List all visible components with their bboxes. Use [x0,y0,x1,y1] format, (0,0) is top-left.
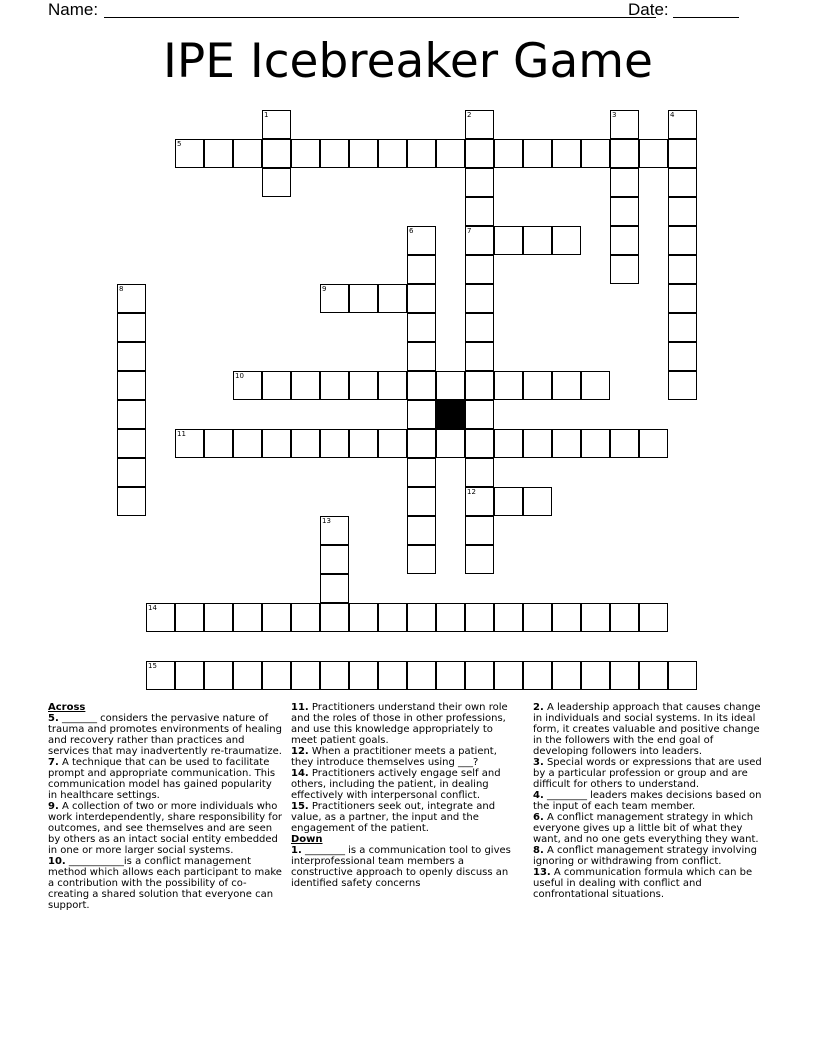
clue-across-12 [291,746,516,768]
grid-cell[interactable] [117,458,146,487]
grid-clue-number: 11 [177,430,186,438]
clues-column-2 [291,702,516,889]
grid-cell[interactable] [639,429,668,458]
grid-cell[interactable] [436,371,465,400]
grid-cell[interactable] [639,603,668,632]
grid-clue-number: 4 [670,111,675,119]
grid-cell[interactable] [204,661,233,690]
clue-text: ___________is a conflict management method which allows each participant to make a contribution with the possibility of co-creating a shared solution that everyone can support. [48,856,282,911]
grid-cell[interactable] [233,371,262,400]
grid-cell[interactable] [262,168,291,197]
clue-number: 1. [291,845,302,856]
grid-cell[interactable] [378,139,407,168]
grid-cell[interactable] [610,226,639,255]
grid-cell[interactable] [262,110,291,139]
grid-cell[interactable] [494,429,523,458]
grid-cell[interactable] [378,284,407,313]
grid-cell[interactable] [436,603,465,632]
grid-cell[interactable] [378,429,407,458]
clue-number: 13. [533,867,551,878]
grid-cell[interactable] [204,603,233,632]
grid-cell[interactable] [610,139,639,168]
clue-across-14 [291,768,516,801]
grid-cell[interactable] [668,197,697,226]
grid-cell[interactable] [320,284,349,313]
grid-cell[interactable] [465,400,494,429]
clues-column-1 [48,702,284,911]
page-title: IPE Icebreaker Game [163,34,653,89]
grid-cell[interactable] [407,139,436,168]
grid-cell[interactable] [610,197,639,226]
grid-cell[interactable] [523,487,552,516]
grid-cell[interactable] [407,487,436,516]
grid-cell[interactable] [407,400,436,429]
grid-cell[interactable] [146,603,175,632]
clue-text: _______ considers the pervasive nature of trauma and promotes environments of healing and recovery rather than practices and services that may inadvertently re-traumatize. [48,713,282,757]
grid-cell[interactable] [465,661,494,690]
black-square [436,400,465,429]
grid-cell[interactable] [610,168,639,197]
grid-cell[interactable] [668,226,697,255]
grid-cell[interactable] [117,313,146,342]
clue-number: 15. [291,801,309,812]
clue-text: When a practitioner meets a patient, they introduce themselves using ___? [291,746,497,768]
grid-cell[interactable] [581,371,610,400]
grid-cell[interactable] [291,429,320,458]
grid-cell[interactable] [552,371,581,400]
clue-number: 4. [533,790,544,801]
grid-cell[interactable] [465,429,494,458]
grid-cell[interactable] [407,255,436,284]
grid-cell[interactable] [117,342,146,371]
grid-cell[interactable] [262,661,291,690]
grid-cell[interactable] [407,661,436,690]
grid-cell[interactable] [117,400,146,429]
clue-across-10 [48,856,284,911]
grid-cell[interactable] [407,342,436,371]
grid-cell[interactable] [465,255,494,284]
grid-cell[interactable] [436,429,465,458]
clue-text: Practitioners actively engage self and others, including the patient, in dealing effectively with interpersonal conflict. [291,768,501,801]
clue-number: 3. [533,757,544,768]
grid-clue-number: 9 [322,285,327,293]
clue-down-13 [533,867,769,900]
grid-cell[interactable] [320,574,349,603]
grid-cell[interactable] [581,139,610,168]
grid-cell[interactable] [407,603,436,632]
grid-cell[interactable] [465,371,494,400]
grid-cell[interactable] [407,313,436,342]
grid-cell[interactable] [465,226,494,255]
grid-cell[interactable] [262,429,291,458]
grid-cell[interactable] [233,603,262,632]
clue-down-6 [533,812,769,845]
clue-down-8 [533,845,769,867]
grid-cell[interactable] [262,139,291,168]
grid-cell[interactable] [494,371,523,400]
grid-cell[interactable] [117,487,146,516]
grid-cell[interactable] [320,516,349,545]
grid-cell[interactable] [320,661,349,690]
grid-cell[interactable] [349,371,378,400]
grid-cell[interactable] [407,371,436,400]
grid-cell[interactable] [407,429,436,458]
grid-cell[interactable] [117,371,146,400]
grid-clue-number: 5 [177,140,182,148]
grid-cell[interactable] [291,661,320,690]
grid-clue-number: 1 [264,111,269,119]
clue-across-5 [48,713,284,757]
clue-text: A collection of two or more individuals who work interdependently, share responsibility for outcomes, and see themselves and are seen by others as an intact social entity embedded in one or more larger social systems. [48,801,283,856]
grid-cell[interactable] [262,603,291,632]
grid-cell[interactable] [349,139,378,168]
grid-cell[interactable] [436,661,465,690]
grid-cell[interactable] [378,661,407,690]
grid-cell[interactable] [494,226,523,255]
date-label: Date: [628,0,669,19]
clue-across-15 [291,801,516,834]
clue-down-1 [291,845,516,889]
grid-cell[interactable] [668,110,697,139]
grid-cell[interactable] [523,429,552,458]
grid-cell[interactable] [668,661,697,690]
clue-text: Practitioners understand their own role and the roles of those in other professions, and use this knowledge appropriately to meet patient goals. [291,702,508,746]
grid-cell[interactable] [581,603,610,632]
clue-number: 10. [48,856,66,867]
grid-cell[interactable] [349,284,378,313]
grid-cell[interactable] [523,139,552,168]
grid-cell[interactable] [552,226,581,255]
grid-cell[interactable] [233,139,262,168]
grid-clue-number: 6 [409,227,414,235]
clue-across-7 [48,757,284,801]
grid-cell[interactable] [436,139,465,168]
grid-cell[interactable] [465,313,494,342]
clue-text: Special words or expressions that are used by a particular profession or group and are difficult for others to understand. [533,757,762,790]
clue-text: Practitioners seek out, integrate and value, as a partner, the input and the engagement of the patient. [291,801,496,834]
grid-cell[interactable] [581,429,610,458]
clue-text: A conflict management strategy in which everyone gives up a little bit of what they want, and no one gets everything they want. [533,812,759,845]
grid-cell[interactable] [465,458,494,487]
grid-cell[interactable] [320,603,349,632]
grid-cell[interactable] [204,429,233,458]
grid-cell[interactable] [291,139,320,168]
grid-cell[interactable] [610,429,639,458]
grid-cell[interactable] [117,284,146,313]
grid-cell[interactable] [465,516,494,545]
grid-cell[interactable] [668,342,697,371]
grid-cell[interactable] [494,139,523,168]
grid-cell[interactable] [175,603,204,632]
grid-cell[interactable] [552,139,581,168]
clue-text: A technique that can be used to facilitate prompt and appropriate communication. This communication model has gained popularity in healthcare settings. [48,757,276,801]
grid-cell[interactable] [175,429,204,458]
name-label: Name: [48,0,99,19]
clues-column-3 [533,702,769,900]
grid-cell[interactable] [262,371,291,400]
clue-number: 11. [291,702,309,713]
grid-cell[interactable] [175,661,204,690]
grid-cell[interactable] [320,139,349,168]
clue-text: A communication formula which can be useful in dealing with conflict and confrontational situations. [533,867,753,900]
grid-cell[interactable] [407,284,436,313]
clue-across-9 [48,801,284,856]
clue-down-4 [533,790,769,812]
grid-cell[interactable] [523,371,552,400]
grid-clue-number: 10 [235,372,244,380]
grid-cell[interactable] [407,545,436,574]
grid-cell[interactable] [349,429,378,458]
grid-cell[interactable] [668,255,697,284]
grid-cell[interactable] [320,371,349,400]
grid-cell[interactable] [233,429,262,458]
grid-cell[interactable] [668,139,697,168]
grid-cell[interactable] [320,545,349,574]
grid-cell[interactable] [668,284,697,313]
grid-cell[interactable] [465,168,494,197]
clue-number: 5. [48,713,59,724]
grid-cell[interactable] [378,371,407,400]
grid-clue-number: 15 [148,662,157,670]
grid-cell[interactable] [494,603,523,632]
grid-cell[interactable] [378,603,407,632]
grid-cell[interactable] [465,342,494,371]
grid-cell[interactable] [233,661,262,690]
grid-cell[interactable] [668,371,697,400]
grid-cell[interactable] [639,661,668,690]
grid-cell[interactable] [465,545,494,574]
grid-cell[interactable] [494,661,523,690]
grid-clue-number: 2 [467,111,472,119]
grid-cell[interactable] [465,139,494,168]
grid-cell[interactable] [407,458,436,487]
down-heading: Down [291,834,323,845]
clue-number: 14. [291,768,309,779]
grid-clue-number: 13 [322,517,331,525]
grid-cell[interactable] [668,313,697,342]
grid-clue-number: 8 [119,285,124,293]
grid-cell[interactable] [523,661,552,690]
grid-clue-number: 7 [467,227,472,235]
grid-cell[interactable] [552,429,581,458]
grid-cell[interactable] [117,429,146,458]
clue-number: 12. [291,746,309,757]
grid-cell[interactable] [610,603,639,632]
grid-cell[interactable] [291,371,320,400]
grid-cell[interactable] [610,661,639,690]
grid-cell[interactable] [610,255,639,284]
grid-cell[interactable] [465,603,494,632]
grid-cell[interactable] [465,284,494,313]
grid-clue-number: 14 [148,604,157,612]
grid-cell[interactable] [320,429,349,458]
grid-cell[interactable] [349,661,378,690]
clue-number: 8. [533,845,544,856]
across-heading: Across [48,702,86,713]
grid-clue-number: 12 [467,488,476,496]
clue-number: 2. [533,702,544,713]
grid-cell[interactable] [204,139,233,168]
clue-number: 9. [48,801,59,812]
grid-cell[interactable] [407,516,436,545]
clue-text: A conflict management strategy involving ignoring or withdrawing from conflict. [533,845,757,867]
grid-cell[interactable] [465,197,494,226]
grid-cell[interactable] [407,226,436,255]
grid-cell[interactable] [494,487,523,516]
grid-cell[interactable] [146,661,175,690]
clue-number: 6. [533,812,544,823]
grid-cell[interactable] [465,487,494,516]
clue-text: A leadership approach that causes change in individuals and social systems. In its ideal form, it creates valuable and positive change in the followers with the end goal of developing followers into leaders. [533,702,761,757]
grid-cell[interactable] [523,603,552,632]
grid-cell[interactable] [581,661,610,690]
grid-cell[interactable] [610,110,639,139]
grid-cell[interactable] [523,226,552,255]
grid-cell[interactable] [552,661,581,690]
clue-down-3 [533,757,769,790]
grid-cell[interactable] [639,139,668,168]
grid-cell[interactable] [291,603,320,632]
grid-cell[interactable] [349,603,378,632]
grid-cell[interactable] [175,139,204,168]
clue-down-2 [533,702,769,757]
grid-cell[interactable] [552,603,581,632]
clue-text: ________ is a communication tool to gives interprofessional team members a constructive approach to openly discuss an identified safety concerns [291,845,511,889]
grid-clue-number: 3 [612,111,617,119]
grid-cell[interactable] [465,110,494,139]
clue-text: ________ leaders makes decisions based on the input of each team member. [533,790,762,812]
grid-cell[interactable] [668,168,697,197]
clue-across-11 [291,702,516,746]
clue-number: 7. [48,757,59,768]
